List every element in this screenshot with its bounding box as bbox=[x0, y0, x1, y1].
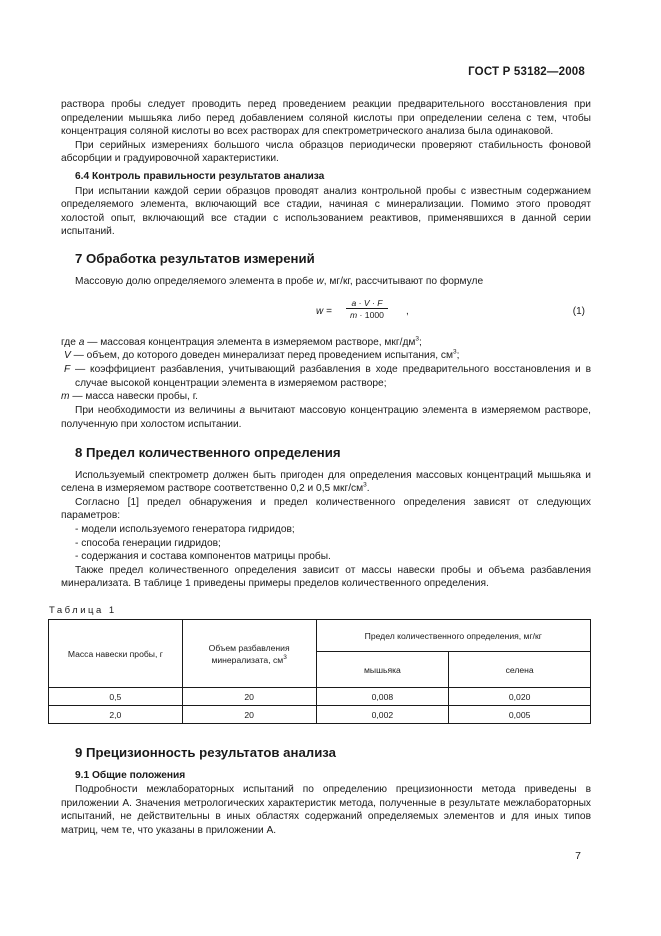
def-a-symbol: a bbox=[78, 337, 85, 348]
header-quant-limit: Предел количественного определения, мг/кг bbox=[316, 620, 590, 652]
section-7-paragraph-2 bbox=[61, 404, 591, 431]
def-m-symbol: m bbox=[61, 391, 70, 402]
section-8-title: 8 Предел количественного определения bbox=[75, 445, 341, 460]
section-8-paragraph-1 bbox=[61, 469, 591, 496]
standard-header: ГОСТ Р 53182—2008 bbox=[468, 66, 585, 78]
def-v-symbol: V bbox=[64, 350, 71, 361]
s8-p1-sup: 3 bbox=[363, 481, 367, 489]
header-dilution-volume bbox=[182, 620, 316, 688]
section-6-4-paragraph: При испытании каждой серии образцов проводят анализ контрольной пробы с известным содержанием определяемого элемента, включающий все стадии, начиная с минерализации. Помимо этого проводят холостой опыт, включающий все стадии с использованием реактивов, применявшихся в данной серии испытаний. bbox=[61, 185, 591, 238]
table-row bbox=[49, 688, 591, 706]
intro-paragraph-1: раствора пробы следует проводить перед проведением реакции предварительного восстановления при определении мышьяка либо перед добавлением соляной кислоты при определении селена с тем, чтобы концентрация соляной кислоты во всех растворах для спектрометрического анализа была одинаковой. bbox=[61, 99, 591, 138]
table-cell: 20 bbox=[182, 688, 316, 706]
table-cell: 0,020 bbox=[449, 688, 591, 706]
def-f-symbol: F bbox=[64, 364, 71, 375]
list-item-1: - модели используемого генератора гидридов; bbox=[75, 523, 295, 535]
formula-denominator: m · 1000 bbox=[346, 308, 388, 320]
def-f-text: — коэффициент разбавления, учитывающий разбавления в ходе предварительного восстановления и в случае высокой концентрации элемента в измеряемом растворе; bbox=[75, 364, 591, 389]
formula-numerator: a · V · F bbox=[351, 298, 383, 308]
table-cell: 0,002 bbox=[316, 706, 449, 724]
p2-part1: При необходимости из величины bbox=[75, 405, 236, 416]
def-v-sup: 3 bbox=[453, 348, 457, 356]
section-7 bbox=[61, 252, 591, 288]
def-a-end: ; bbox=[419, 337, 422, 348]
def-a bbox=[61, 336, 591, 350]
s8-p1-text: Используемый спектрометр должен быть пригоден для определения массовых концентраций мышьяка и селена в измеряемом растворе соответственно 0,2 и 0,5 мкг/см bbox=[61, 469, 591, 495]
table-cell: 0,5 bbox=[49, 688, 183, 706]
formula-comma: , bbox=[406, 306, 409, 317]
header-dilution-volume-text: Объем разбавления минерализата, см bbox=[208, 642, 290, 665]
header-arsenic: мышьяка bbox=[316, 652, 449, 688]
section-9-1-paragraph: Подробности межлабораторных испытаний по определению прецизионности метода приведены в приложении А. Значения метрологических характеристик метода, полученные в результате межлабораторных испытаний, не действительны в иных областях содержаний определяемых элементов и для иных типов матриц, чем те, что указаны в приложении А. bbox=[61, 784, 591, 836]
table-row bbox=[49, 706, 591, 724]
var-w: w bbox=[316, 275, 324, 287]
def-a-sup: 3 bbox=[415, 335, 420, 343]
def-a-text: — массовая концентрация элемента в измеряемом растворе, мкг/дм bbox=[87, 337, 416, 348]
def-v-text: — объем, до которого доведен минерализат перед проведением испытания, см bbox=[73, 350, 453, 361]
section-7-title: 7 Обработка результатов измерений bbox=[75, 251, 315, 266]
def-v-end: ; bbox=[456, 350, 460, 361]
section-7-paragraph-2-block bbox=[61, 404, 591, 431]
limits-table bbox=[48, 619, 591, 724]
section-8-paragraph-2: Согласно [1] предел обнаружения и предел количественного определения зависят от следующих параметров: bbox=[61, 496, 591, 522]
section-6-4 bbox=[61, 170, 591, 239]
table-cell: 0,005 bbox=[449, 706, 591, 724]
formula-number: (1) bbox=[572, 306, 585, 317]
table-caption: Таблица 1 bbox=[49, 605, 117, 616]
def-f bbox=[64, 363, 591, 390]
intro-paragraph-2: При серийных измерениях большого числа образцов периодически проверяют стабильность фоновой абсорбции и градуировочной характеристики. bbox=[61, 139, 591, 165]
where-label: где bbox=[61, 337, 76, 348]
section-7-paragraph-part2: , мг/кг, рассчитывают по формуле bbox=[323, 275, 484, 287]
intro-block bbox=[61, 98, 591, 166]
header-selenium: селена bbox=[449, 652, 591, 688]
table-cell: 0,008 bbox=[316, 688, 449, 706]
var-a: a bbox=[239, 405, 246, 416]
formula-fraction bbox=[346, 298, 388, 320]
def-f-symbol-wrap bbox=[64, 363, 70, 377]
list-item-3: - содержания и состава компонентов матрицы пробы. bbox=[75, 551, 331, 563]
section-9 bbox=[61, 746, 591, 838]
page-number: 7 bbox=[575, 850, 581, 862]
table-cell: 2,0 bbox=[49, 706, 183, 724]
section-9-1-title: 9.1 Общие положения bbox=[75, 769, 186, 781]
def-m-text: — масса навески пробы, г. bbox=[72, 391, 199, 402]
formula-lhs: w = bbox=[316, 306, 332, 317]
table-header-row bbox=[49, 620, 591, 652]
section-9-title: 9 Прецизионность результатов анализа bbox=[75, 745, 337, 760]
s8-p1-end: . bbox=[366, 483, 370, 495]
section-8-paragraph-3: Также предел количественного определения зависит от массы навески пробы и объема разбавления минерализата. В таблице 1 приведены примеры пределов количественного определения. bbox=[61, 564, 591, 590]
header-dilution-volume-sup: 3 bbox=[283, 653, 287, 661]
formula-1 bbox=[61, 298, 591, 328]
list-item-2: - способа генерации гидридов; bbox=[75, 537, 221, 549]
def-v bbox=[64, 349, 591, 363]
p2-part2: вычитают массовую концентрацию элемента в измеряемом растворе, полученную при холостом испытании. bbox=[61, 405, 591, 430]
header-sample-mass: Масса навески пробы, г bbox=[49, 620, 183, 688]
section-7-paragraph bbox=[61, 275, 591, 289]
def-m bbox=[61, 390, 591, 404]
table-cell: 20 bbox=[182, 706, 316, 724]
section-8 bbox=[61, 446, 591, 591]
section-6-4-title: 6.4 Контроль правильности результатов анализа bbox=[75, 171, 325, 182]
section-7-paragraph-part1: Массовую долю определяемого элемента в пробе bbox=[75, 275, 314, 287]
